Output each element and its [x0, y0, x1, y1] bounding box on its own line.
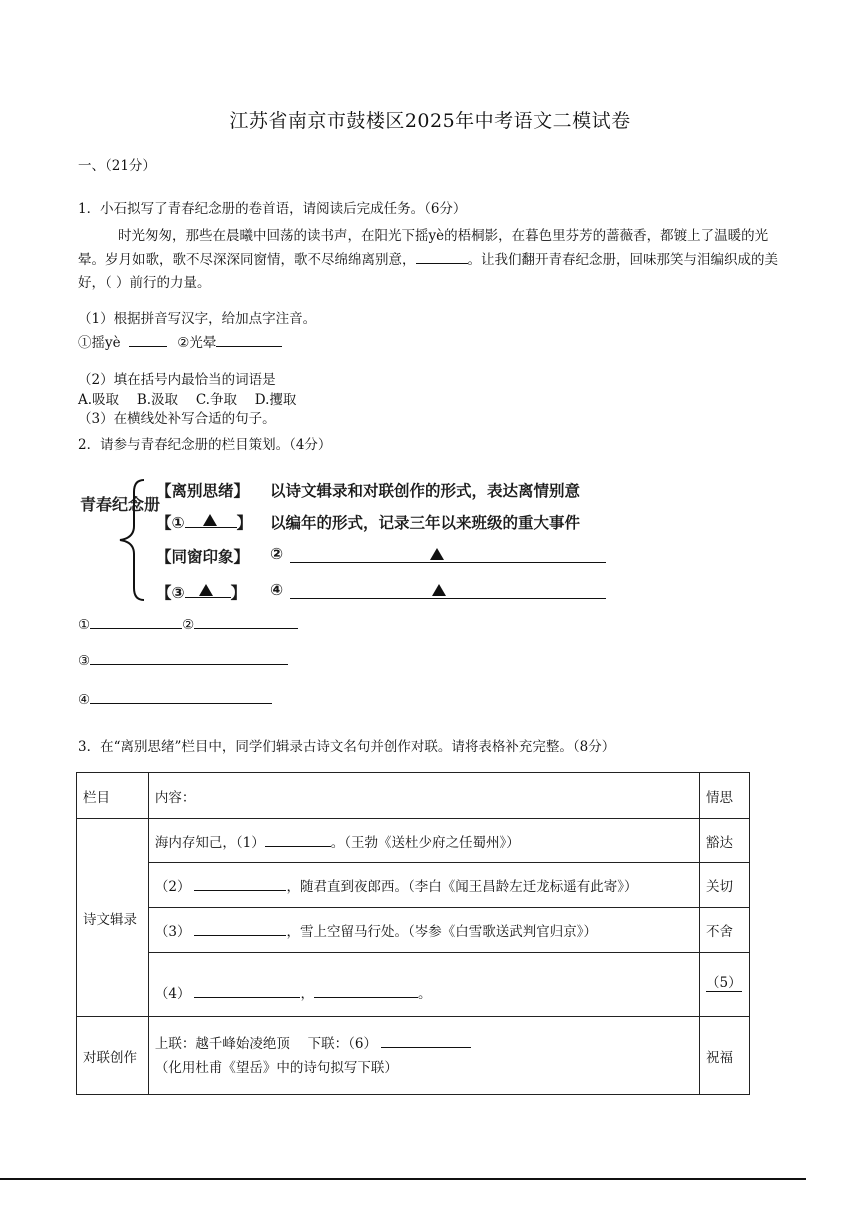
question-1-options: A.吸取 B.汲取 C.争取 D.攫取	[78, 392, 297, 408]
blank-4a[interactable]	[194, 983, 300, 998]
table-row	[77, 863, 750, 908]
table-row	[77, 908, 750, 953]
question-1-sub-3: （3）在横线处补写合适的句子。	[78, 411, 276, 427]
page-title: 江苏省南京市鼓楼区2025年中考语文二模试卷	[229, 110, 631, 132]
answer-4-label: ④	[78, 692, 91, 708]
diagram-row-4-desc: ④	[270, 581, 284, 599]
diagram-row-1-label: 【离别思绪】	[156, 482, 250, 500]
diagram-row-3-desc: ②	[270, 545, 284, 563]
diagram-row-3-line	[290, 562, 606, 563]
table-row	[77, 819, 750, 863]
blank-triangle-icon	[203, 514, 217, 526]
row-3-content: （3） ，雪上空留马行处。（岑参《白雪歌送武判官归京》）	[148, 908, 699, 953]
diagram-row-2-label: 【① 】	[156, 514, 253, 532]
header-column: 栏目	[77, 773, 149, 819]
sub-1-blank-a[interactable]	[129, 332, 167, 347]
row-4-sentiment	[699, 953, 749, 1017]
diagram-row-1-desc: 以诗文辑录和对联创作的形式，表达离情别意	[270, 482, 581, 500]
blank-3[interactable]	[194, 921, 286, 936]
row-3-sentiment: 不舍	[699, 908, 749, 953]
triangle-marker-icon	[432, 584, 446, 596]
question-1-sub-1-items	[78, 332, 282, 353]
row-2-label-text: 【①	[156, 514, 185, 532]
answer-3-blank[interactable]	[90, 650, 288, 665]
row-4-label-text: 【③	[156, 584, 185, 602]
sub-1-blank-b[interactable]	[216, 332, 282, 347]
diagram-row-2-desc: 以编年的形式，记录三年以来班级的重大事件	[270, 514, 581, 532]
table-row	[77, 953, 750, 1017]
triangle-marker-icon	[430, 548, 444, 560]
anthology-table	[76, 772, 750, 1095]
blank-4b[interactable]	[314, 983, 418, 998]
diagram-row-3-label: 【同窗印象】	[156, 548, 250, 566]
passage-part-2: 。让我们翻开青春纪念册，回味那笑与泪编织成的美好，（ ）前行的力量。	[78, 251, 778, 291]
q2-answer-line-1	[78, 614, 298, 635]
blank-1[interactable]	[265, 832, 331, 847]
sub-1-item-b: ②光晕	[177, 335, 217, 351]
question-1-sub-1: （1）根据拼音写汉字，给加点字注音。	[78, 311, 317, 327]
row-5-sentiment: 祝福	[699, 1017, 749, 1095]
answer-1-blank[interactable]	[90, 614, 182, 629]
row-2-sentiment: 关切	[699, 863, 749, 908]
question-1-stem: 1．小石拟写了青春纪念册的卷首语，请阅读后完成任务。（6分）	[78, 201, 467, 217]
blank-2[interactable]	[194, 876, 286, 891]
column-plan-diagram	[76, 474, 621, 614]
diagram-vertical-title: 青春纪念册	[80, 495, 161, 514]
answer-4-blank[interactable]	[90, 689, 272, 704]
q2-answer-line-2	[78, 650, 288, 671]
q2-answer-line-3	[78, 689, 272, 710]
answer-2-label: ②	[182, 617, 195, 633]
passage-blank[interactable]	[416, 249, 468, 264]
group-couplet: 对联创作	[77, 1017, 149, 1095]
header-content: 内容：	[148, 773, 699, 819]
table-row	[77, 1017, 750, 1095]
blank-triangle-icon	[199, 584, 213, 596]
curly-brace-icon	[114, 478, 148, 602]
section-heading: 一、（21分）	[78, 158, 156, 174]
row-1-content: 海内存知己，（1） 。（王勃《送杜少府之任蜀州》）	[148, 819, 699, 863]
row-2-content: （2） ，随君直到夜郎西。（李白《闻王昌龄左迁龙标遥有此寄》）	[148, 863, 699, 908]
page-footer-rule	[0, 1178, 806, 1180]
blank-6[interactable]	[381, 1033, 471, 1048]
passage-part-1: 时光匆匆，那些在晨曦中回荡的读书声，在阳光下摇yè的梧桐影，在暮色里芬芳的蔷薇香，都镀上了温暖的光晕。岁月如歌，歌不尽深深同窗情，歌不尽绵绵离别意，	[78, 228, 769, 268]
table-header-row	[77, 773, 750, 819]
sub-1-item-a: ①摇yè	[78, 335, 121, 351]
question-1-passage	[78, 225, 778, 296]
diagram-row-4-label: 【③ 】	[156, 584, 247, 602]
group-anthology: 诗文辑录	[77, 819, 149, 1017]
question-1-sub-2: （2）填在括号内最恰当的词语是	[78, 372, 276, 388]
row-5-content: 上联：越千峰始凌绝顶 下联：（6） （化用杜甫《望岳》中的诗句拟写下联）	[148, 1017, 699, 1095]
row-1-sentiment: 豁达	[699, 819, 749, 863]
answer-1-label: ①	[78, 617, 91, 633]
blank-5[interactable]: （5）	[705, 975, 742, 991]
answer-3-label: ③	[78, 653, 91, 669]
answer-2-blank[interactable]	[194, 614, 298, 629]
header-sentiment: 情思	[699, 773, 749, 819]
question-3-stem: 3．在“离别思绪”栏目中，同学们辑录古诗文名句并创作对联。请将表格补充完整。（8分）	[78, 739, 616, 755]
diagram-row-4-line	[290, 598, 606, 599]
row-4-content: （4） ， 。	[148, 953, 699, 1017]
question-2-stem: 2．请参与青春纪念册的栏目策划。（4分）	[78, 437, 332, 453]
